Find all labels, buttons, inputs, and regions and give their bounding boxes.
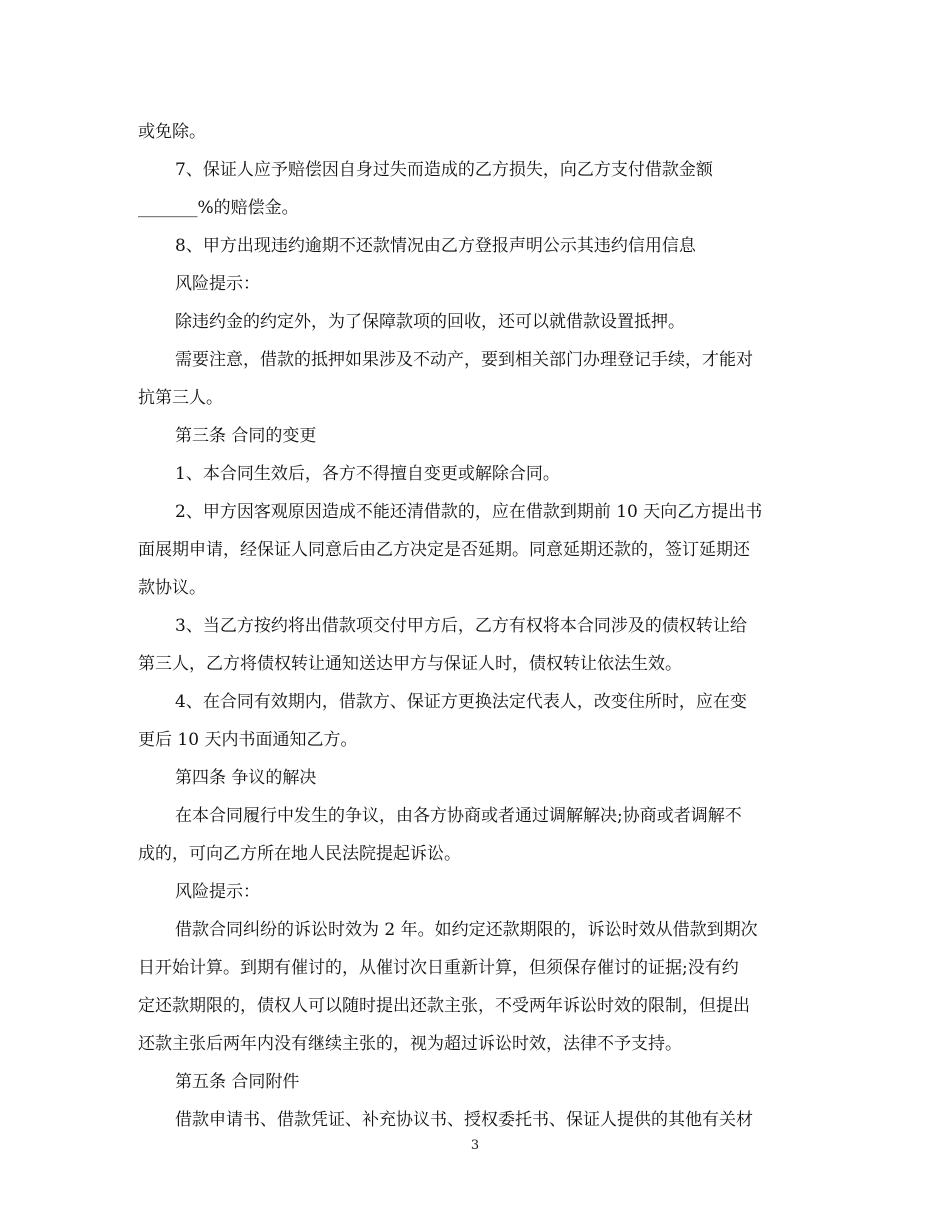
text-line: 面展期申请，经保证人同意后由乙方决定是否延期。同意延期还款的，签订延期还 — [138, 540, 750, 560]
text-line: 第三条 合同的变更 — [175, 426, 317, 446]
text-line: 款协议。 — [138, 578, 206, 598]
text-line: 第五条 合同附件 — [175, 1072, 300, 1092]
text-line: 还款主张后两年内没有继续主张的，视为超过诉讼时效，法律不予支持。 — [138, 1034, 682, 1054]
text-line: 日开始计算。到期有催讨的，从催讨次日重新计算，但须保存催讨的证据;没有约 — [138, 958, 739, 978]
text-line: 1、本合同生效后，各方不得擅自变更或解除合同。 — [175, 464, 560, 484]
page-number: 3 — [470, 1138, 480, 1153]
text-line: 借款合同纠纷的诉讼时效为 2 年。如约定还款期限的，诉讼时效从借款到期次 — [175, 920, 758, 940]
text-line: 更后 10 天内书面通知乙方。 — [138, 730, 358, 750]
text-line: 除违约金的约定外，为了保障款项的回收，还可以就借款设置抵押。 — [175, 312, 685, 332]
document-body — [138, 113, 812, 1139]
text-line: 2、甲方因客观原因造成不能还清借款的，应在借款到期前 10 天向乙方提出书 — [175, 502, 763, 522]
text-line: 7、保证人应予赔偿因自身过失而造成的乙方损失，向乙方支付借款金额 — [175, 160, 713, 180]
text-line: 第四条 争议的解决 — [175, 768, 317, 788]
text-line: 第三人，乙方将债权转让通知送达甲方与保证人时，债权转让依法生效。 — [138, 654, 682, 674]
text-line: 风险提示： — [175, 882, 260, 902]
text-line: 4、在合同有效期内，借款方、保证方更换法定代表人，改变住所时，应在变 — [175, 692, 747, 712]
text-line: 在本合同履行中发生的争议，由各方协商或者通过调解解决;协商或者调解不 — [175, 806, 742, 826]
text-line: _______%的赔偿金。 — [138, 198, 299, 218]
text-line: 定还款期限的，债权人可以随时提出还款主张，不受两年诉讼时效的限制，但提出 — [138, 996, 750, 1016]
text-line: 借款申请书、借款凭证、补充协议书、授权委托书、保证人提供的其他有关材 — [175, 1110, 753, 1130]
text-line: 风险提示： — [175, 274, 260, 294]
text-line: 或免除。 — [138, 122, 206, 142]
text-line: 成的，可向乙方所在地人民法院提起诉讼。 — [138, 844, 461, 864]
text-line: 8、甲方出现违约逾期不还款情况由乙方登报声明公示其违约信用信息 — [175, 236, 696, 256]
text-line: 3、当乙方按约将出借款项交付甲方后，乙方有权将本合同涉及的债权转让给 — [175, 616, 747, 636]
text-line: 抗第三人。 — [138, 388, 223, 408]
text-line: 需要注意，借款的抵押如果涉及不动产，要到相关部门办理登记手续，才能对 — [175, 350, 753, 370]
